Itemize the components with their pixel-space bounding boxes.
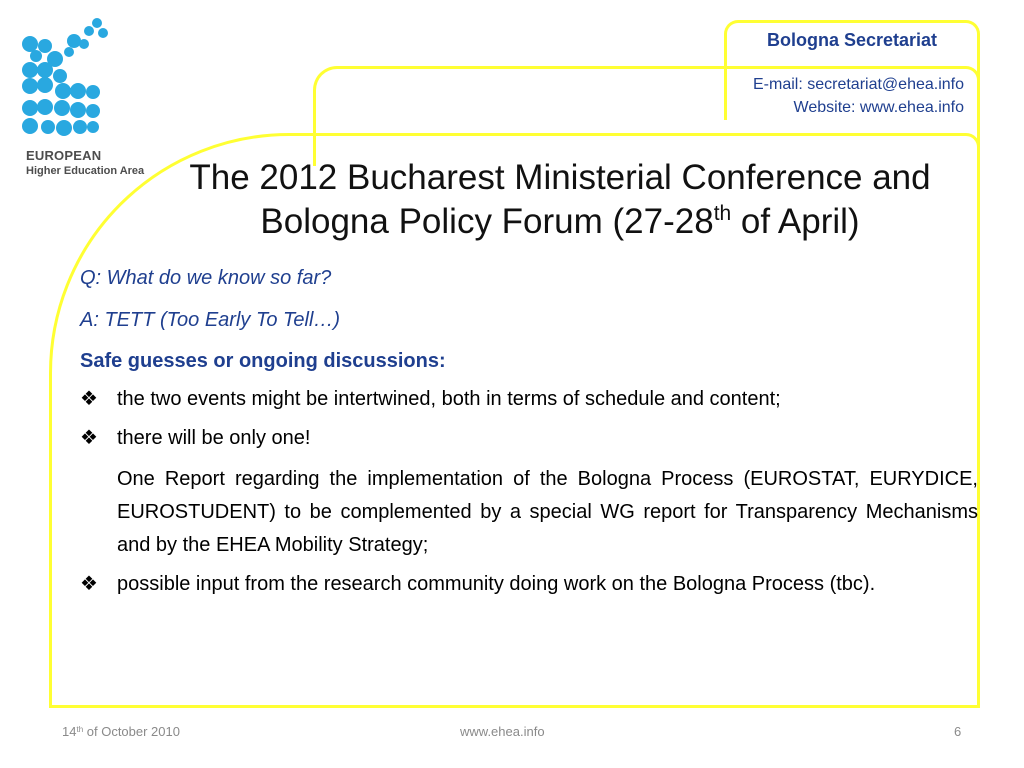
puzzle-pieces-icon bbox=[22, 18, 108, 136]
bullet-item bbox=[80, 568, 978, 601]
bullet-text: there will be only one! bbox=[117, 427, 311, 449]
logo-title: EUROPEAN bbox=[26, 148, 102, 163]
slide-body bbox=[80, 262, 978, 601]
title-line-2 bbox=[150, 200, 970, 244]
diamond-bullet-icon: ❖ bbox=[80, 388, 98, 410]
bullet-item bbox=[80, 422, 978, 455]
title-line-2-text: Bologna Policy Forum (27-28 bbox=[260, 202, 714, 241]
footer-url: www.ehea.info bbox=[460, 724, 545, 739]
bullet-item bbox=[80, 383, 978, 416]
diamond-bullet-icon: ❖ bbox=[80, 427, 98, 449]
question-line: Q: What do we know so far? bbox=[80, 267, 332, 289]
contact-info bbox=[753, 73, 964, 119]
diamond-bullet-icon: ❖ bbox=[80, 573, 98, 595]
title-line-1: The 2012 Bucharest Ministerial Conference and bbox=[189, 158, 931, 197]
bullet-text: the two events might be intertwined, both in terms of schedule and content; bbox=[117, 388, 781, 410]
footer-date-rest: of October 2010 bbox=[83, 724, 180, 739]
footer-date bbox=[62, 724, 180, 739]
slide-title bbox=[150, 156, 970, 244]
footer-date-day: 14 bbox=[62, 724, 77, 739]
title-line-2-end: of April) bbox=[731, 202, 860, 241]
email-text: E-mail: secretariat@ehea.info bbox=[753, 76, 964, 93]
section-heading: Safe guesses or ongoing discussions: bbox=[80, 350, 446, 372]
website-text: Website: www.ehea.info bbox=[793, 99, 964, 116]
answer-line: A: TETT (Too Early To Tell…) bbox=[80, 309, 341, 331]
bullet-text: possible input from the research community doing work on the Bologna Process (tbc). bbox=[117, 573, 876, 595]
sub-paragraph: One Report regarding the implementation of the Bologna Process (EUROSTAT, EURYDICE, EUROSTUDENT) to be complemented by a special WG report for Transparency Mechanisms and by the EHEA Mobility Strategy; bbox=[117, 468, 978, 556]
logo-subtitle: Higher Education Area bbox=[26, 165, 145, 177]
footer-date-sup: th bbox=[76, 725, 84, 734]
title-superscript: th bbox=[713, 202, 732, 225]
page-number: 6 bbox=[954, 724, 962, 739]
secretariat-label: Bologna Secretariat bbox=[766, 30, 938, 50]
